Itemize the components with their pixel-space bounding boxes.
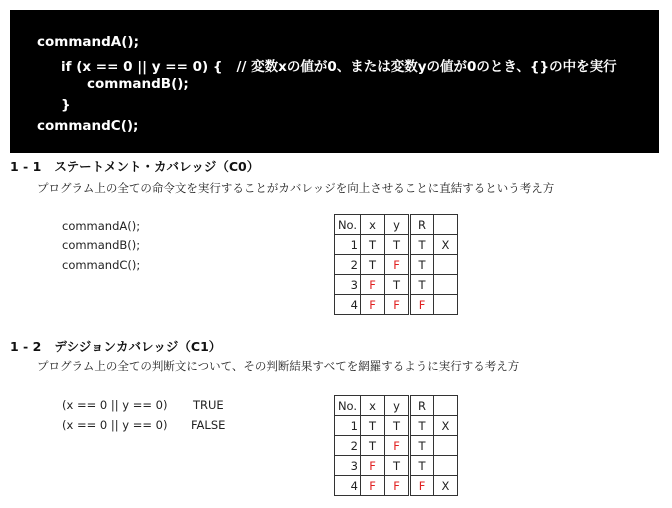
cell-no: 4 [335,295,361,315]
code-line-command-b: commandB(); [87,76,189,92]
cell-no: 3 [335,456,361,476]
cell-y: F [385,255,410,275]
header-mark [434,396,458,416]
cell-y: T [385,275,410,295]
header-y: y [385,396,410,416]
table-row [335,235,458,255]
cell-r: T [410,235,434,255]
list-item: commandB(); [62,238,141,252]
cell-x: T [361,255,385,275]
cell-r: F [410,295,434,315]
cell-no: 3 [335,275,361,295]
cell-no: 4 [335,476,361,496]
cell-no: 1 [335,416,361,436]
table-header-row [335,215,458,235]
cell-mark [434,255,458,275]
header-mark [434,215,458,235]
cell-mark: X [434,235,458,255]
decision-coverage-table [334,395,458,496]
code-block [10,10,659,153]
cell-r: F [410,476,434,496]
header-x: x [361,215,385,235]
cell-x: F [361,275,385,295]
cell-r: T [410,275,434,295]
list-item: commandC(); [62,258,141,272]
cell-r: T [410,416,434,436]
cell-x: F [361,456,385,476]
cell-x: T [361,416,385,436]
header-y: y [385,215,410,235]
cell-no: 1 [335,235,361,255]
cell-x: T [361,235,385,255]
cell-mark [434,295,458,315]
statement-coverage-table [334,214,458,315]
code-line-command-c: commandC(); [37,118,139,134]
table-row [335,436,458,456]
cell-r: T [410,436,434,456]
cell-y: T [385,416,410,436]
list-item-result: TRUE [193,398,224,412]
section-title-statement-coverage: 1 - 1 ステートメント・カバレッジ（C0） [10,159,260,174]
cell-mark [434,275,458,295]
section-description-decision-coverage: プログラム上の全ての判断文について、その判断結果すべてを網羅するように実行する考え方 [37,359,520,373]
cell-x: F [361,295,385,315]
cell-r: T [410,456,434,476]
table-row [335,295,458,315]
cell-y: T [385,235,410,255]
cell-no: 2 [335,436,361,456]
list-item-expression: (x == 0 || y == 0) [62,398,168,412]
table-row [335,255,458,275]
cell-y: F [385,295,410,315]
cell-mark: X [434,416,458,436]
code-line-close-brace: } [61,97,71,113]
cell-y: T [385,456,410,476]
cell-x: T [361,436,385,456]
table-header-row [335,396,458,416]
cell-r: T [410,255,434,275]
section-title-decision-coverage: 1 - 2 デシジョンカバレッジ（C1） [10,339,222,354]
table-row [335,275,458,295]
cell-no: 2 [335,255,361,275]
list-item-result: FALSE [191,418,226,432]
cell-y: F [385,476,410,496]
table-row [335,476,458,496]
table-row [335,416,458,436]
header-r: R [410,396,434,416]
cell-mark: X [434,476,458,496]
cell-x: F [361,476,385,496]
header-no: No. [335,396,361,416]
section-description-statement-coverage: プログラム上の全ての命令文を実行することがカバレッジを向上させることに直結するという考え方 [37,181,555,195]
list-item: commandA(); [62,219,141,233]
list-item-expression: (x == 0 || y == 0) [62,418,168,432]
header-x: x [361,396,385,416]
cell-mark [434,436,458,456]
header-no: No. [335,215,361,235]
code-line-if: if (x == 0 || y == 0) { // 変数xの値が0、または変数yの値が0のとき、{}の中を実行 [61,59,617,75]
cell-mark [434,456,458,476]
cell-y: F [385,436,410,456]
header-r: R [410,215,434,235]
table-row [335,456,458,476]
code-line-command-a: commandA(); [37,34,139,50]
